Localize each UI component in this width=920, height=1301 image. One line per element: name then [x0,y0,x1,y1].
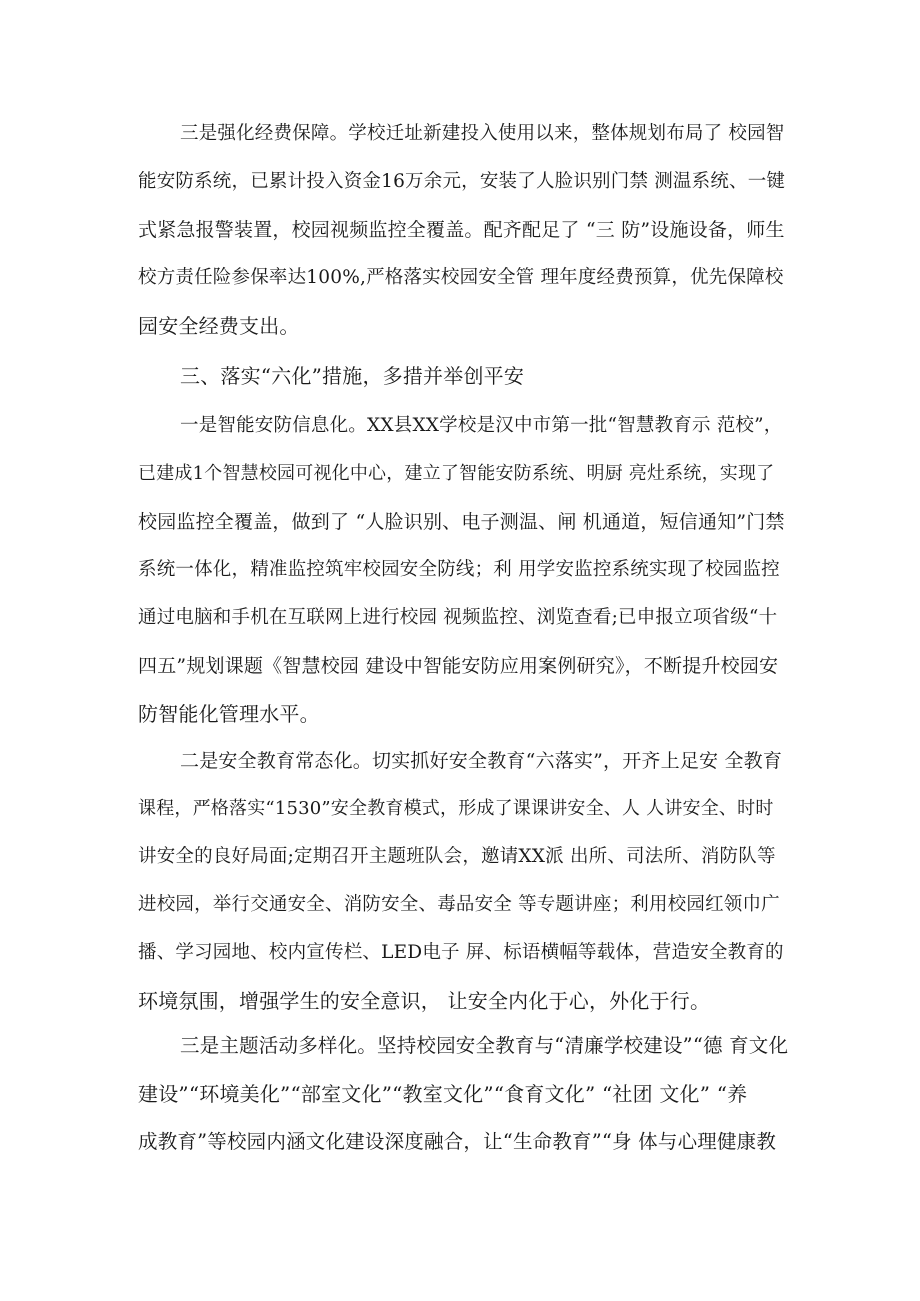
paragraph-line: 一是智能安防信息化。XX县XX学校是汉中市第一批“智慧教育示 范校”， [180,415,783,436]
paragraph-line: 环境氛围，增强学生的安全意识， 让安全内化于心，外化于行。 [138,989,711,1013]
paragraph-line: 园安全经费支出。 [138,314,300,338]
paragraph-line: 系统一体化，精准监控筑牢校园安全防线；利 用学安监控系统实现了校园监控 [138,559,780,580]
paragraph-safety-education [138,737,788,1025]
section-heading [138,352,788,400]
paragraph-line: 建设”“环境美化”“部室文化”“教室文化”“食育文化” “社团 文化” “养 [138,1082,748,1106]
paragraph-line: 校园监控全覆盖，做到了 “人脸识别、电子测温、闸 机通道，短信通知”门禁 [138,511,785,533]
paragraph-fund-guarantee [138,110,788,350]
paragraph-line: 式紧急报警装置，校园视频监控全覆盖。配齐配足了 “三 防”设施设备，师生 [138,219,785,241]
section-heading-text: 三、落实“六化”措施，多措并举创平安 [180,364,525,388]
paragraph-line: 成教育”等校园内涵文化建设深度融合，让“生命教育”“身 体与心理健康教 [138,1130,777,1153]
paragraph-line: 四五”规划课题《智慧校园 建设中智能安防应用案例研究》，不断提升校园安 [138,655,779,677]
paragraph-line: 已建成1个智慧校园可视化中心，建立了智能安防系统、明厨 亮灶系统，实现了 [138,463,775,484]
paragraph-line: 三是主题活动多样化。坚持校园安全教育与“清廉学校建设”“德 育文化 [180,1034,789,1057]
paragraph-line: 通过电脑和手机在互联网上进行校园 视频监控、浏览查看;已申报立项省级“十 [138,607,778,628]
paragraph-line: 能安防系统，已累计投入资金16万余元，安装了人脸识别门禁 测温系统、一键 [138,171,786,192]
paragraph-line: 课程，严格落实“1530”安全教育模式，形成了课课讲安全、人 人讲安全、时时 [138,798,774,819]
paragraph-line: 防智能化管理水平。 [138,702,320,726]
paragraph-line: 讲安全的良好局面;定期召开主题班队会，邀请XX派 出所、司法所、消防队等 [138,846,776,867]
paragraph-smart-security [138,402,788,738]
paragraph-line: 三是强化经费保障。学校迁址新建投入使用以来，整体规划布局了 校园智 [180,123,785,144]
paragraph-line: 播、学习园地、校内宣传栏、LED电子 屏、标语横幅等载体，营造安全教育的 [138,942,784,963]
paragraph-line: 二是安全教育常态化。切实抓好安全教育“六落实”，开齐上足安 全教育 [180,750,783,772]
paragraph-line: 校方责任险参保率达100%,严格落实校园安全管 理年度经费预算，优先保障校 [138,267,784,288]
paragraph-themed-activities [138,1022,788,1166]
paragraph-line: 进校园，举行交通安全、消防安全、毒品安全 等专题讲座；利用校园红领巾广 [138,894,780,915]
